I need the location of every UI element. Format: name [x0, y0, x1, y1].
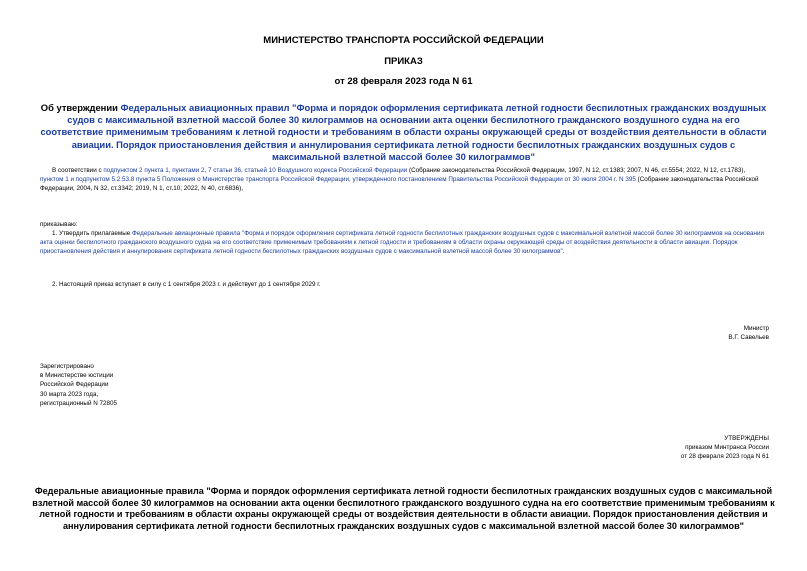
preamble-text-c: (Собрание законодательства Российской Федерации, 2004, N 32, ст.3342; 2019, N 1, ст.10; 2022, N 40, ст.6836),: [40, 176, 759, 193]
document-title: [40, 102, 767, 163]
preamble-paragraph: [40, 166, 769, 194]
clause-1-end: .: [562, 248, 565, 256]
signature-position: Министр: [743, 325, 769, 332]
approval-line: приказом Минтранса России: [685, 444, 769, 452]
preamble-text-a: В соответствии с: [52, 167, 104, 174]
ministry-heading: МИНИСТЕРСТВО ТРАНСПОРТА РОССИЙСКОЙ ФЕДЕРАЦИИ: [263, 35, 544, 46]
preamble-text-b: (Собрание законодательства Российской Федерации, 1997, N 12, ст.1383; 2007, N 46, ст.5554; 2022, N 12, ст.1783),: [407, 167, 746, 174]
registration-line: 30 марта 2023 года,: [40, 390, 99, 398]
approval-line: УТВЕРЖДЕНЫ: [724, 435, 769, 442]
registration-line: регистрационный N 72805: [40, 399, 118, 407]
registration-line: Зарегистрировано: [40, 363, 94, 370]
signature-name: В.Г. Савельев: [728, 334, 769, 342]
order-date: от 28 февраля 2023 года N 61: [334, 76, 473, 87]
rules-title: Федеральные авиационные правила "Форма и порядок оформления сертификата летной годности беспилотных гражданских воздушных судов с максимальной взлетной массой более 30 килограммов на основании акта оценки беспилотного гражданского воздушного судна на его соответствие применимым требованиям к летной годности и требованиям в области охраны окружающей среды от воздействия деятельности в области авиации. Порядок приостановления действия и аннулирования сертификата летной годности беспилотных гражданских воздушных судов с максимальной взлетной массой более 30 килограммов": [32, 486, 775, 531]
clause-2: 2. Настоящий приказ вступает в силу с 1 сентября 2023 г. и действует до 1 сентября 2029 г.: [52, 281, 321, 288]
approval-line: от 28 февраля 2023 года N 61: [680, 453, 769, 461]
regulation-link[interactable]: пунктом 1 и подпунктом 5.2.53.8 пункта 5 Положения о Министерстве транспорта Российской Федерации, утвержденного постановлением Правительства Российской Федерации от 30 июля 2004 г. N 395: [40, 176, 636, 184]
order-heading: ПРИКАЗ: [384, 56, 423, 67]
title-link[interactable]: Федеральных авиационных правил "Форма и порядок оформления сертификата летной годности беспилотных гражданских воздушных судов с максимальной взлетной массой более 30 килограммов на основании акта оценки беспилотного гражданского воздушного судна на его соответствие применимым требованиям к летной годности и требованиям в области охраны окружающей среды от воздействия деятельности в области авиации. Порядок приостановления действия и аннулирования сертификата летной годности беспилотных гражданских воздушных судов с максимальной взлетной массой более 30 килограммов": [40, 102, 767, 162]
rules-link[interactable]: Федеральные авиационные правила "Форма и порядок оформления сертификата летной годности беспилотных гражданских воздушных судов с максимальной взлетной массой более 30 килограммов на основании акта оценки беспилотного гражданского воздушного судна на его соответствие применимым требованиям к летной годности и требованиям в области охраны окружающей среды от воздействия деятельности в области авиации. Порядок приостановления действия и аннулирования сертификата летной годности беспилотных гражданских воздушных судов с максимальной взлетной массой более 30 килограммов": [40, 230, 764, 256]
clause-1-text: 1. Утвердить прилагаемые: [52, 230, 132, 237]
order-word: приказываю:: [40, 221, 78, 228]
code-link[interactable]: подпунктом 2 пункта 1, пунктами 2, 7 статьи 36, статьей 10 Воздушного кодекса Российской Федерации: [103, 167, 408, 174]
registration-line: в Министерстве юстиции: [40, 372, 114, 380]
approval-block: [681, 434, 769, 462]
title-prefix: Об утверждении: [40, 102, 121, 113]
clause-1: [40, 229, 769, 257]
registration-line: Российской Федерации: [40, 381, 109, 389]
registration-block: [40, 362, 117, 408]
signature-block: [728, 324, 769, 342]
